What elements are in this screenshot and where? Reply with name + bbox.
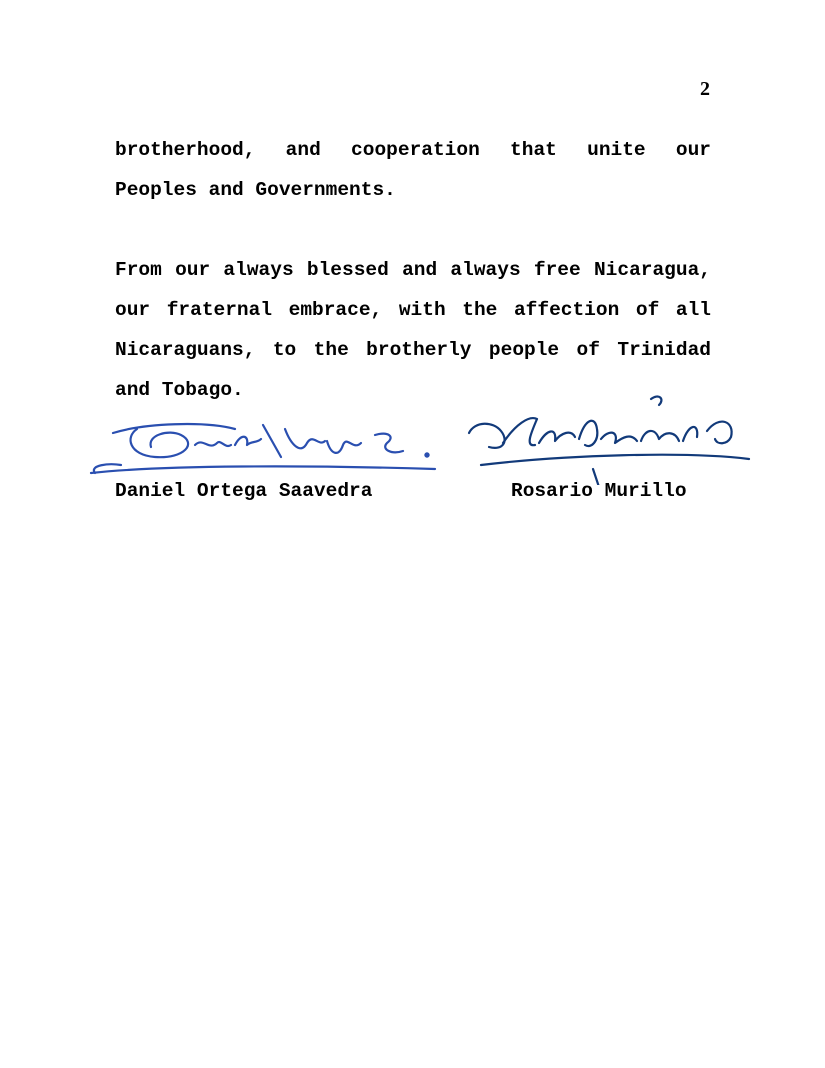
- paragraph-closing-2: From our always blessed and always free Nicaragua, our fraternal embrace, with the affection of all Nicaraguans, to the brotherly people of Trinidad and Tobago.: [115, 259, 711, 401]
- signature-rosario-murillo: [469, 397, 749, 485]
- signatory-name: Daniel Ortega Saavedra: [115, 480, 373, 502]
- page-number: 2: [700, 78, 710, 100]
- signatory-name: Rosario Murillo: [511, 480, 687, 502]
- signature-daniel-ortega: [91, 424, 435, 473]
- signature-area: [85, 385, 765, 485]
- paragraph-closing-1: brotherhood, and cooperation that unite our Peoples and Governments.: [115, 139, 711, 201]
